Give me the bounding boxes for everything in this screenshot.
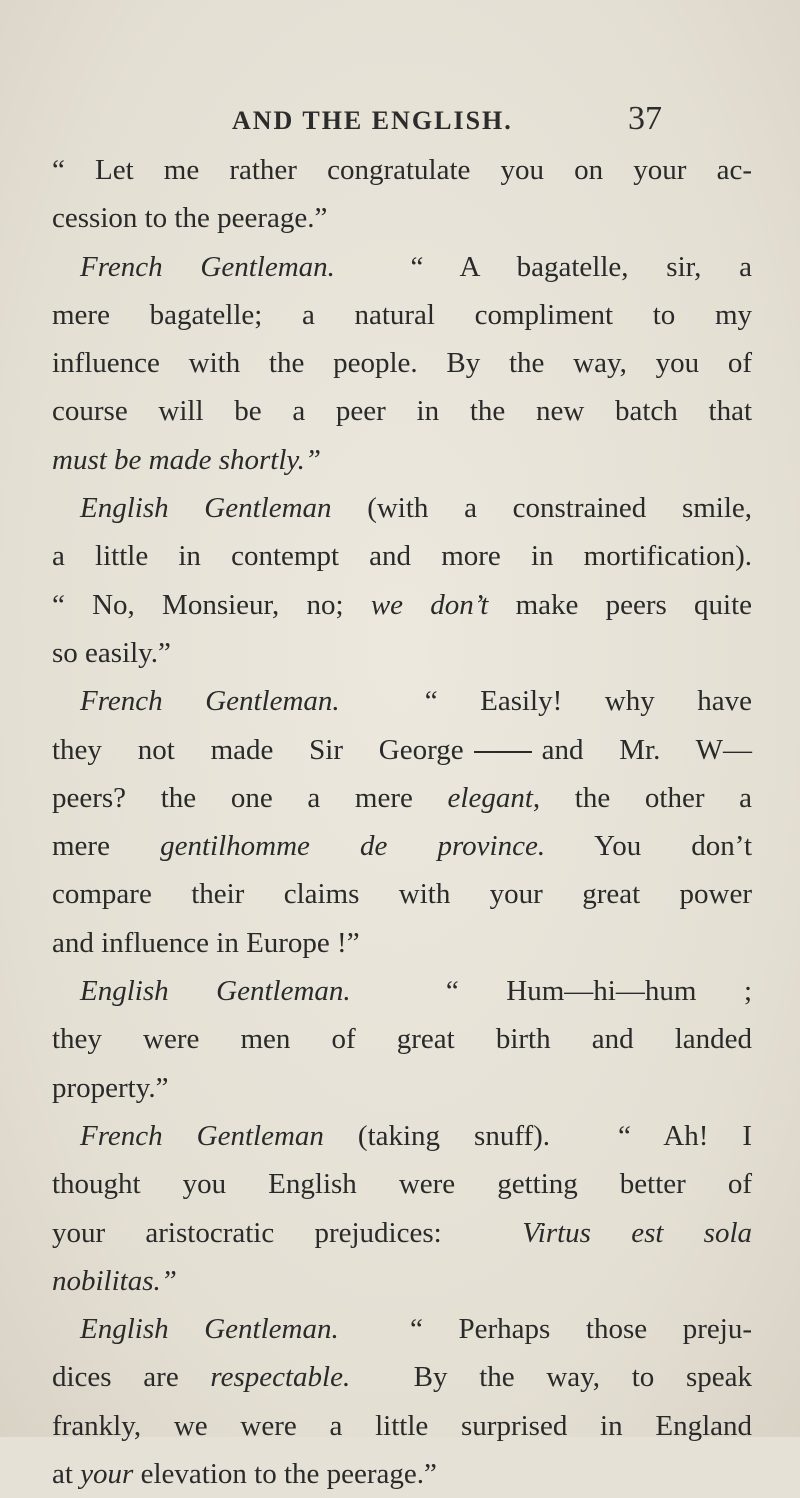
text-line: and influence in Europe !” <box>52 926 360 959</box>
text-line: French Gentleman. “ A bagatelle, sir, a <box>80 250 753 283</box>
blank-dash <box>474 751 532 753</box>
text-line <box>52 436 752 484</box>
latin-phrase: nobilitas.” <box>52 1264 177 1297</box>
speaker-label: French Gentleman. <box>80 685 340 718</box>
italic-phrase: we don’t <box>370 588 489 621</box>
italic-word: respectable. <box>210 1361 351 1394</box>
text-line: so easily.” <box>52 636 171 669</box>
text-line: peers? the one a mere elegant, the other a <box>52 781 753 814</box>
text-line: course will be a peer in the new batch that <box>52 395 752 428</box>
body-text <box>52 146 752 1498</box>
speaker-label: English Gentleman <box>80 492 332 525</box>
text-line: a little in contempt and more in mortification). <box>52 540 752 573</box>
text-line: French Gentleman (taking snuff). “ Ah! I <box>80 1119 753 1152</box>
text-line: mere gentilhomme de province. You don’t <box>52 830 752 863</box>
italic-phrase: gentilhomme de province. <box>160 830 546 863</box>
speaker-label: French Gentleman. <box>80 250 335 283</box>
text-line: frankly, we were a little surprised in England <box>52 1409 752 1442</box>
latin-phrase: Virtus est sola <box>522 1216 753 1249</box>
text-line: English Gentleman. “ Hum—hi—hum ; <box>80 975 753 1008</box>
text-line: at your elevation to the peerage.” <box>52 1458 437 1491</box>
text-line: thought you English were getting better of <box>52 1168 752 1201</box>
speaker-label: French Gentleman <box>80 1119 324 1152</box>
text-line: compare their claims with your great power <box>52 878 752 911</box>
italic-word: elegant <box>447 781 533 814</box>
italic-word: must be made shortly.” <box>52 443 322 476</box>
text-line: French Gentleman. “ Easily! why have <box>80 685 752 718</box>
text-line: they not made Sir George and Mr. W— <box>52 733 752 766</box>
running-head: AND THE ENGLISH. <box>232 106 513 135</box>
page-number: 37 <box>628 100 662 137</box>
text-line: dices are respectable. By the way, to speak <box>52 1361 752 1394</box>
text-line: cession to the peerage.” <box>52 202 328 235</box>
speaker-label: English Gentleman. <box>80 1313 339 1346</box>
page-header <box>0 96 800 146</box>
italic-word: your <box>80 1458 134 1491</box>
text-line: your aristocratic prejudices: Virtus est sola <box>52 1216 753 1249</box>
text-line: “ No, Monsieur, no; we don’t make peers quite <box>52 588 753 621</box>
text-line: influence with the people. By the way, you of <box>52 347 752 380</box>
text-line <box>52 1257 752 1305</box>
text-line: mere bagatelle; a natural compliment to my <box>52 298 752 331</box>
text-line: “ Let me rather congratulate you on your ac- <box>52 154 752 186</box>
text-line: they were men of great birth and landed <box>52 1023 752 1056</box>
text-line: English Gentleman. “ Perhaps those preju- <box>80 1313 752 1346</box>
text-line: English Gentleman (with a constrained smile, <box>80 492 753 525</box>
speaker-label: English Gentleman. <box>80 975 351 1008</box>
text-line: property.” <box>52 1071 169 1104</box>
